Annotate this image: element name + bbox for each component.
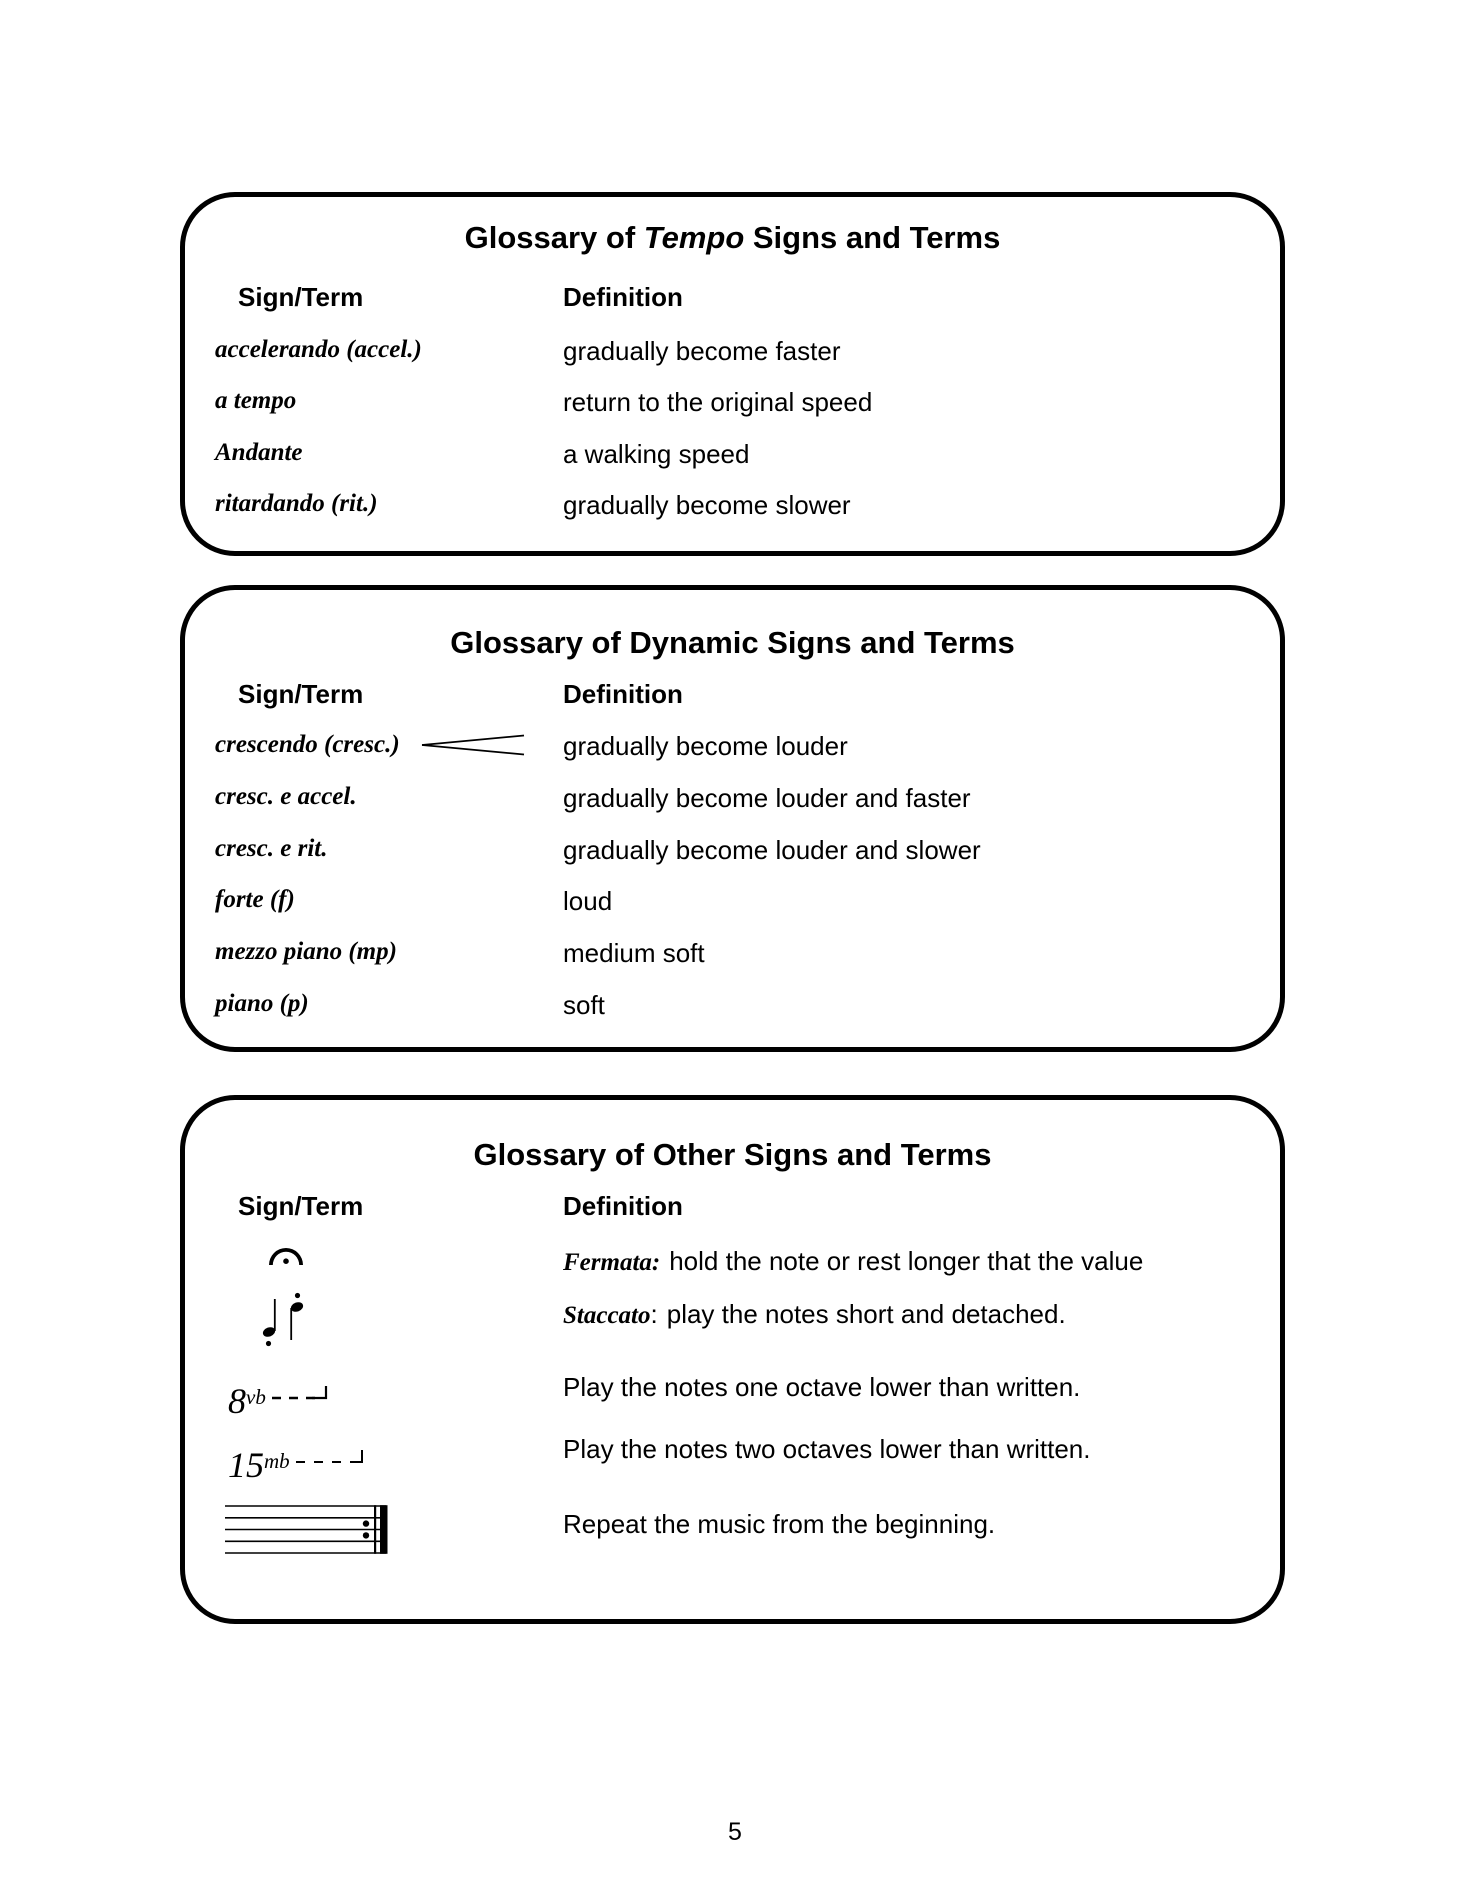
definition-header: Definition (563, 1191, 683, 1221)
term-text: a tempo (215, 387, 297, 414)
definition-header: Definition (563, 679, 683, 709)
other-glossary-title: Glossary of Other Signs and Terms (473, 1137, 992, 1172)
definition-text: gradually become louder and faster (563, 783, 971, 813)
glossary-row (185, 1434, 1280, 1494)
glossary-row (185, 783, 1280, 827)
term-text: accelerando (accel.) (215, 336, 422, 363)
definition-text: Play the notes two octaves lower than written. (563, 1434, 1091, 1464)
term-text: forte (f) (215, 886, 295, 913)
definition-text: return to the original speed (563, 387, 873, 417)
definition-text: a walking speed (563, 439, 750, 469)
term-text: ritardando (rit.) (215, 490, 378, 517)
definition-text: soft (563, 990, 605, 1020)
glossary-row (185, 1246, 1280, 1306)
ottava-dashes-icon (270, 1378, 330, 1408)
sign-term-header: Sign/Term (238, 282, 364, 312)
glossary-row (185, 886, 1280, 930)
ottava-suffix: vb (246, 1384, 266, 1409)
definition-lead: Staccato (563, 1302, 651, 1329)
quindicesima-bassa-sign (228, 1447, 368, 1488)
definition-text: loud (563, 886, 613, 916)
definition-text: gradually become louder (563, 731, 848, 761)
glossary-row (185, 938, 1280, 982)
glossary-row (185, 731, 1280, 775)
definition-text: Repeat the music from the beginning. (563, 1509, 996, 1539)
term-text: Andante (215, 439, 303, 466)
glossary-row (185, 990, 1280, 1034)
tempo-glossary-title (185, 220, 1280, 256)
definition-text: medium soft (563, 938, 705, 968)
tempo-glossary-box (180, 192, 1285, 556)
definition-text (563, 1299, 1066, 1330)
term-text: mezzo piano (mp) (215, 938, 397, 965)
fermata-icon (268, 1248, 304, 1274)
page-number: 5 (728, 1818, 742, 1846)
dynamic-glossary-box (180, 585, 1285, 1052)
definition-text: gradually become slower (563, 490, 851, 520)
repeat-sign-icon (225, 1505, 388, 1560)
term-text: cresc. e accel. (215, 783, 357, 810)
glossary-row (185, 1299, 1280, 1359)
crescendo-hairpin-icon (420, 733, 526, 762)
dynamic-glossary-title: Glossary of Dynamic Signs and Terms (450, 625, 1015, 660)
other-glossary-box (180, 1095, 1285, 1624)
definition-text: Play the notes one octave lower than written. (563, 1372, 1081, 1402)
term-text: crescendo (cresc.) (215, 731, 400, 758)
glossary-row (185, 439, 1280, 483)
definition-text: gradually become faster (563, 336, 841, 366)
title-italic-word: Tempo (643, 220, 745, 255)
ottava-dashes-icon (294, 1442, 368, 1472)
ottava-bassa-sign (228, 1383, 330, 1424)
sign-term-header: Sign/Term (238, 679, 364, 709)
definition-separator: : (650, 1299, 658, 1329)
glossary-row (185, 387, 1280, 431)
sign-term-header: Sign/Term (238, 1191, 364, 1221)
glossary-row (185, 1372, 1280, 1432)
staccato-notes-icon (260, 1292, 308, 1353)
ottava-suffix: mb (264, 1448, 290, 1473)
definition-rest: play the notes short and detached. (666, 1299, 1066, 1329)
glossary-row (185, 1509, 1280, 1569)
term-text: cresc. e rit. (215, 835, 328, 862)
glossary-row (185, 336, 1280, 380)
definition-lead: Fermata: (563, 1249, 661, 1276)
definition-rest: hold the note or rest longer that the value (669, 1246, 1144, 1276)
glossary-row (185, 835, 1280, 879)
ottava-number: 15 (228, 1445, 264, 1485)
glossary-row (185, 490, 1280, 534)
definition-text: gradually become louder and slower (563, 835, 981, 865)
title-suffix: Signs and Terms (744, 220, 1001, 255)
ottava-number: 8 (228, 1381, 246, 1421)
definition-header: Definition (563, 282, 683, 312)
definition-text (563, 1246, 1143, 1277)
title-prefix: Glossary of (464, 220, 644, 255)
term-text: piano (p) (215, 990, 309, 1017)
